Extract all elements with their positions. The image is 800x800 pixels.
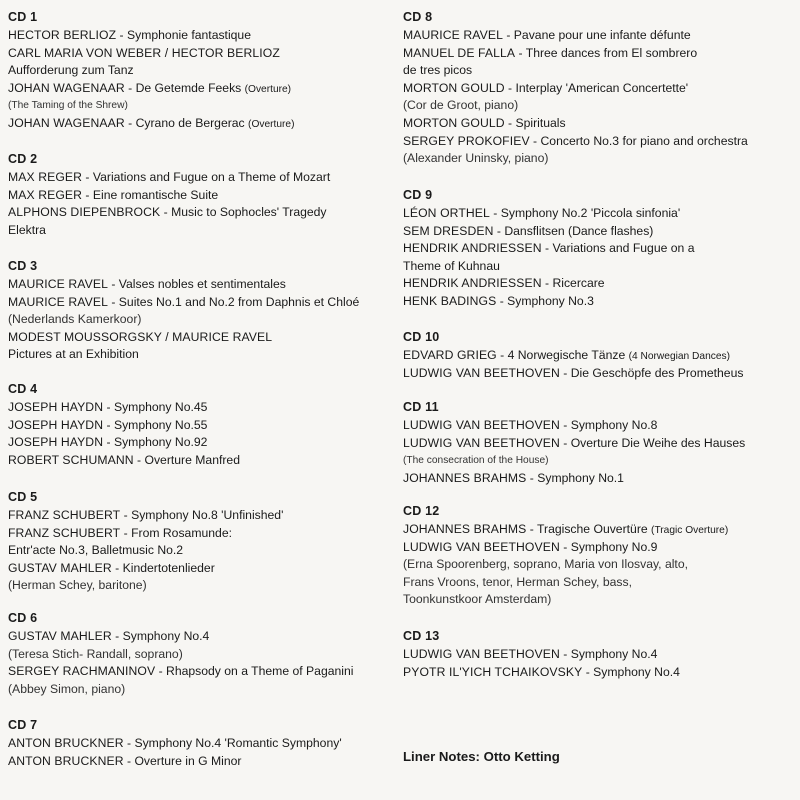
cd-title: CD 3 <box>8 259 38 273</box>
work-subtitle: (Overture) <box>248 118 295 130</box>
track-line <box>403 133 798 151</box>
cd-block <box>8 488 400 595</box>
composer-name: ROBERT SCHUMANN <box>8 452 134 467</box>
composer-name: SERGEY RACHMANINOV <box>8 664 156 679</box>
work-subtitle: (Tragic Overture) <box>651 525 729 536</box>
composer-name: SERGEY PROKOFIEV <box>403 133 530 148</box>
track-line <box>8 294 400 312</box>
track-line <box>403 452 798 470</box>
composer-name: LÉON ORTHEL <box>403 206 490 220</box>
work-title: - Symphony No.8 'Unfinished' <box>120 508 284 522</box>
track-line <box>403 347 798 365</box>
performer-note: Frans Vroons, tenor, Herman Schey, bass, <box>403 574 632 589</box>
work-title: - From Rosamunde: <box>120 525 232 540</box>
track-line <box>403 115 798 133</box>
track-line <box>403 539 798 557</box>
track-line <box>8 399 400 417</box>
cd-title: CD 4 <box>8 382 38 396</box>
work-title: - Tragische Ouvertüre <box>526 522 652 536</box>
track-line <box>8 329 400 347</box>
track-line <box>8 663 400 681</box>
track-line <box>403 646 798 664</box>
track-line <box>8 434 400 452</box>
work-title: - Three dances from El sombrero <box>515 45 698 60</box>
performer-note: (Nederlands Kamerkoor) <box>8 312 142 327</box>
work-title: - Symphony No.4 <box>582 664 680 679</box>
composer-name: LUDWIG VAN BEETHOVEN <box>403 418 560 432</box>
work-title: - Symphony No.55 <box>103 417 208 432</box>
track-line <box>8 681 400 699</box>
cd-block <box>8 8 400 133</box>
work-title: - Variations and Fugue on a <box>541 241 695 256</box>
composer-name: MANUEL DE FALLA <box>403 45 516 60</box>
composer-name: JOSEPH HAYDN <box>8 417 104 432</box>
performer-note: Toonkunstkoor Amsterdam) <box>403 592 552 607</box>
composer-name: MAURICE RAVEL <box>8 294 108 309</box>
track-line <box>8 97 400 115</box>
composer-name: ANTON BRUCKNER <box>8 753 124 768</box>
cd-title: CD 12 <box>403 504 440 518</box>
track-line <box>8 542 400 560</box>
performer-note: (The consecration of the House) <box>403 455 549 467</box>
work-title: - Dansflitsen (Dance flashes) <box>493 223 654 238</box>
composer-name: JOSEPH HAYDN <box>8 435 104 450</box>
track-line <box>403 275 798 293</box>
composer-name: GUSTAV MAHLER <box>8 560 112 575</box>
work-title: Theme of Kuhnau <box>403 258 500 273</box>
composer-name: MAX REGER <box>8 170 83 184</box>
composer-name: MAX REGER <box>8 187 83 202</box>
work-title: de tres picos <box>403 63 473 78</box>
cd-title: CD 11 <box>403 400 439 414</box>
track-line <box>403 470 798 488</box>
track-line <box>8 62 400 80</box>
cd-title: CD 8 <box>403 10 433 24</box>
composer-name: ANTON BRUCKNER <box>8 736 124 750</box>
work-title: - Music to Sophocles' Tragedy <box>160 205 327 220</box>
composer-name: HECTOR BERLIOZ <box>8 28 117 42</box>
track-line <box>403 556 798 574</box>
cd-block <box>8 257 400 364</box>
work-title: - Symphony No.45 <box>103 400 208 414</box>
work-title: - Symphony No.9 <box>559 539 658 554</box>
composer-name: MORTON GOULD <box>403 80 505 95</box>
track-line <box>8 628 400 646</box>
track-line <box>8 507 400 525</box>
track-line <box>8 346 400 364</box>
composer-name: JOHANNES BRAHMS <box>403 470 527 485</box>
composer-name: CARL MARIA VON WEBER / HECTOR BERLIOZ <box>8 45 280 60</box>
composer-name: LUDWIG VAN BEETHOVEN <box>403 365 560 380</box>
track-line <box>403 80 798 98</box>
performer-note: (Herman Schey, baritone) <box>8 578 147 593</box>
track-line <box>403 435 798 453</box>
work-title: - Kindertotenlieder <box>111 560 215 575</box>
track-line <box>403 45 798 63</box>
work-title: - Concerto No.3 for piano and orchestra <box>529 133 748 148</box>
cd-title: CD 13 <box>403 629 440 643</box>
track-line <box>8 646 400 664</box>
work-title: - Overture Die Weihe des Hauses <box>559 435 746 450</box>
cd-block <box>403 398 798 487</box>
track-line <box>403 150 798 168</box>
track-line <box>403 365 798 383</box>
composer-name: PYOTR IL'YICH TCHAIKOVSKY <box>403 664 583 679</box>
composer-name: FRANZ SCHUBERT <box>8 525 121 540</box>
performer-note: (Alexander Uninsky, piano) <box>403 151 549 166</box>
track-line <box>8 276 400 294</box>
track-line <box>8 735 400 753</box>
performer-note: (The Taming of the Shrew) <box>8 100 128 112</box>
composer-name: LUDWIG VAN BEETHOVEN <box>403 647 560 661</box>
composer-name: MAURICE RAVEL <box>403 28 503 42</box>
composer-name: HENDRIK ANDRIESSEN <box>403 276 542 291</box>
track-line <box>403 240 798 258</box>
cd-title: CD 9 <box>403 188 433 202</box>
track-line <box>8 45 400 63</box>
track-line <box>8 169 400 187</box>
work-title: - Symphony No.8 <box>559 418 658 432</box>
work-title: - Symphony No.4 <box>111 629 210 643</box>
cd-title: CD 6 <box>8 611 38 625</box>
composer-name: JOHAN WAGENAAR <box>8 80 125 95</box>
work-title: - Symphony No.2 'Piccola sinfonia' <box>489 206 681 220</box>
work-title: Entr'acte No.3, Balletmusic No.2 <box>8 543 184 558</box>
cd-title: CD 2 <box>8 152 38 166</box>
work-title: Elektra <box>8 222 46 237</box>
work-title: - Symphonie fantastique <box>116 28 251 42</box>
track-line <box>403 258 798 276</box>
track-line <box>8 753 400 771</box>
performer-note: (Cor de Groot, piano) <box>403 98 519 113</box>
work-title: - De Getemde Feeks <box>124 80 245 95</box>
track-line <box>403 574 798 592</box>
track-line <box>403 97 798 115</box>
track-line <box>8 222 400 240</box>
composer-name: EDVARD GRIEG <box>403 348 497 362</box>
track-line <box>8 577 400 595</box>
cd-block <box>403 186 798 311</box>
composer-name: HENK BADINGS <box>403 293 497 308</box>
composer-name: MORTON GOULD <box>403 115 505 130</box>
track-line <box>8 452 400 470</box>
track-line <box>8 525 400 543</box>
composer-name: JOSEPH HAYDN <box>8 400 104 414</box>
work-title: - Spirituals <box>504 115 566 130</box>
composer-name: MAURICE RAVEL <box>8 277 108 291</box>
work-title: - Ricercare <box>541 276 605 291</box>
cd-block <box>403 328 798 382</box>
composer-name: LUDWIG VAN BEETHOVEN <box>403 435 560 450</box>
composer-name: FRANZ SCHUBERT <box>8 508 121 522</box>
track-line <box>403 205 798 223</box>
cd-block <box>8 150 400 239</box>
cd-title: CD 10 <box>403 330 440 344</box>
composer-name: JOHAN WAGENAAR <box>8 115 125 130</box>
work-title: - Interplay 'American Concertette' <box>504 80 689 95</box>
composer-name: JOHANNES BRAHMS <box>403 522 527 536</box>
composer-name: ALPHONS DIEPENBROCK <box>8 205 161 220</box>
work-title: - Symphony No.3 <box>496 293 594 308</box>
work-title: - Symphony No.92 <box>103 435 208 450</box>
work-title: - Cyrano de Bergerac <box>124 115 249 130</box>
cd-block <box>403 8 798 168</box>
composer-name: GUSTAV MAHLER <box>8 629 112 643</box>
track-line <box>403 591 798 609</box>
track-line <box>8 311 400 329</box>
track-line <box>8 27 400 45</box>
work-title: - Suites No.1 and No.2 from Daphnis et Chloé <box>107 294 360 309</box>
cd-block <box>8 716 400 770</box>
track-line <box>403 293 798 311</box>
work-title: Aufforderung zum Tanz <box>8 63 134 78</box>
track-line <box>8 115 400 133</box>
cd-block <box>8 609 400 698</box>
cd-title: CD 1 <box>8 10 38 24</box>
performer-note: (Abbey Simon, piano) <box>8 681 126 696</box>
work-subtitle: (4 Norwegian Dances) <box>628 351 730 362</box>
work-title: Pictures at an Exhibition <box>8 347 139 362</box>
cd-block <box>403 627 798 681</box>
work-title: - Valses nobles et sentimentales <box>107 277 286 291</box>
cd-block <box>403 502 798 609</box>
work-title: - Variations and Fugue on a Theme of Mozart <box>82 170 331 184</box>
work-subtitle: (Overture) <box>244 83 292 95</box>
track-line <box>8 187 400 205</box>
track-line <box>403 664 798 682</box>
performer-note: (Erna Spoorenberg, soprano, Maria von Ilosvay, alto, <box>403 557 688 572</box>
performer-note: (Teresa Stich- Randall, soprano) <box>8 646 183 661</box>
track-line <box>8 204 400 222</box>
work-title: - Symphony No.4 <box>559 647 658 661</box>
cd-title: CD 5 <box>8 490 38 504</box>
track-line <box>403 223 798 241</box>
cd-block <box>8 380 400 469</box>
track-line <box>8 417 400 435</box>
track-line <box>403 521 798 539</box>
work-title: - Die Geschöpfe des Prometheus <box>559 365 744 380</box>
work-title: - Overture Manfred <box>133 452 240 467</box>
track-line <box>8 560 400 578</box>
track-line <box>403 27 798 45</box>
work-title: - Overture in G Minor <box>123 753 242 768</box>
work-title: - Rhapsody on a Theme of Paganini <box>155 664 354 679</box>
composer-name: LUDWIG VAN BEETHOVEN <box>403 539 560 554</box>
composer-name: SEM DRESDEN <box>403 223 494 238</box>
work-title: - Pavane pour une infante défunte <box>502 28 691 42</box>
work-title: - 4 Norwegische Tänze <box>496 348 629 362</box>
composer-name: MODEST MOUSSORGSKY / MAURICE RAVEL <box>8 329 273 344</box>
track-line <box>403 62 798 80</box>
track-line <box>8 80 400 98</box>
work-title: - Symphony No.4 'Romantic Symphony' <box>123 736 342 750</box>
composer-name: HENDRIK ANDRIESSEN <box>403 241 542 256</box>
cd-title: CD 7 <box>8 718 38 732</box>
track-line <box>403 417 798 435</box>
liner-notes-credit: Liner Notes: Otto Ketting <box>403 749 560 764</box>
work-title: - Eine romantische Suite <box>82 187 219 202</box>
work-title: - Symphony No.1 <box>526 470 624 485</box>
